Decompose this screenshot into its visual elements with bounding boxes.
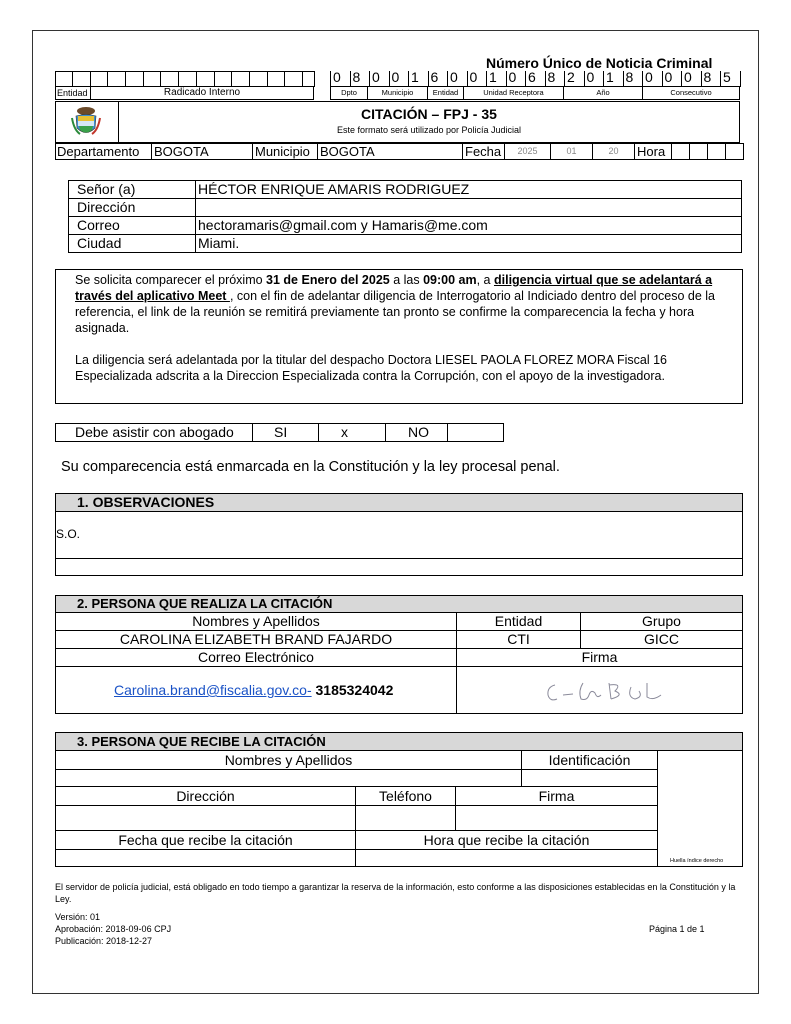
recibe-nombres-input[interactable] xyxy=(55,769,522,787)
hora-label: Hora xyxy=(634,143,672,160)
realiza-entidad-label: Entidad xyxy=(456,612,581,631)
noticia-digit: 0 xyxy=(584,71,605,87)
abogado-si-label: SI xyxy=(252,423,319,442)
footer-notice: El servidor de policía judicial, está obligado en todo tiempo a garantizar la reserva de la información, esto conforme a las disposiciones establecidas en la Constitución y la Ley. xyxy=(55,882,736,904)
recibe-identificacion-label: Identificación xyxy=(521,750,658,770)
recibe-firma-label: Firma xyxy=(455,786,658,806)
realiza-entidad-value: CTI xyxy=(456,630,581,649)
observaciones-empty-row xyxy=(55,558,743,576)
noticia-digit: 5 xyxy=(720,71,741,87)
radicado-box xyxy=(214,71,232,87)
realiza-telefono: 3185324042 xyxy=(315,682,394,698)
radicado-box xyxy=(284,71,303,87)
noticia-digit: 0 xyxy=(642,71,663,87)
realiza-firma-label: Firma xyxy=(456,648,743,667)
realiza-firma-cell xyxy=(456,666,743,714)
colombia-coat-of-arms-icon xyxy=(68,104,104,140)
form-subtitle: Este formato será utilizado por Policía Judicial xyxy=(336,125,522,135)
correo-value: hectoramaris@gmail.com y Hamaris@me.com xyxy=(195,216,742,235)
municipio-label: Municipio xyxy=(252,143,318,160)
radicado-box xyxy=(125,71,144,87)
senor-value: HÉCTOR ENRIQUE AMARIS RODRIGUEZ xyxy=(195,180,742,199)
noticia-digit: 8 xyxy=(545,71,566,87)
form-title: CITACIÓN – FPJ - 35 xyxy=(361,106,497,122)
recibe-direccion-label: Dirección xyxy=(55,786,356,806)
persona-recibe-header: 3. PERSONA QUE RECIBE LA CITACIÓN xyxy=(55,732,743,751)
noticia-digit: 6 xyxy=(428,71,449,87)
footer-version: Versión: 01 xyxy=(55,912,101,922)
realiza-contact xyxy=(114,682,393,698)
realiza-nombres-value: CAROLINA ELIZABETH BRAND FAJARDO xyxy=(55,630,457,649)
persona-realiza-header: 2. PERSONA QUE REALIZA LA CITACIÓN xyxy=(55,595,743,613)
recibe-nombres-label: Nombres y Apellidos xyxy=(55,750,522,770)
noticia-digit: 0 xyxy=(330,71,351,87)
radicado-box xyxy=(302,71,315,87)
label-anio: Año xyxy=(563,86,643,100)
noticia-digit: 0 xyxy=(662,71,683,87)
radicado-box xyxy=(249,71,268,87)
radicado-box xyxy=(143,71,161,87)
realiza-grupo-label: Grupo xyxy=(580,612,743,631)
citation-body xyxy=(55,269,743,404)
noticia-digit: 6 xyxy=(525,71,546,87)
departamento-value: BOGOTA xyxy=(151,143,253,160)
noticia-digit: 1 xyxy=(408,71,429,87)
radicado-box xyxy=(55,71,73,87)
hora-box xyxy=(671,143,690,160)
constitution-text: Su comparecencia está enmarcada en la Constitución y la ley procesal penal. xyxy=(61,459,560,475)
radicado-box xyxy=(196,71,215,87)
ciudad-value: Miami. xyxy=(195,234,742,253)
fecha-month: 01 xyxy=(550,143,593,160)
huella-label: Huella índice derecho xyxy=(670,858,724,864)
citation-paragraph-2: La diligencia será adelantada por la titular del despacho Doctora LIESEL PAOLA FLOREZ MORA Fiscal 16 Especializada adscrita a la Direccion Especializada contra la Corrupción, con el apoyo de la investigadora. xyxy=(75,353,667,383)
realiza-correo-label: Correo Electrónico xyxy=(55,648,457,667)
recibe-fecha-label: Fecha que recibe la citación xyxy=(55,830,356,850)
observaciones-text: S.O. xyxy=(55,511,743,559)
noticia-digit: 0 xyxy=(447,71,468,87)
radicado-box xyxy=(107,71,126,87)
footer-publicacion: Publicación: 2018-12-27 xyxy=(55,936,153,946)
fecha-year: 2025 xyxy=(504,143,551,160)
footer-aprobacion: Aprobación: 2018-09-06 CPJ xyxy=(55,924,172,934)
noticia-digit: 0 xyxy=(681,71,702,87)
hora-box xyxy=(689,143,708,160)
senor-label: Señor (a) xyxy=(68,180,196,199)
noticia-digit: 1 xyxy=(486,71,507,87)
realiza-email-link[interactable]: Carolina.brand@fiscalia.gov.co- xyxy=(114,682,312,698)
direccion-label: Dirección xyxy=(68,198,196,217)
label-entidad2: Entidad xyxy=(427,86,464,100)
hora-box xyxy=(707,143,726,160)
noticia-title: Número Único de Noticia Criminal xyxy=(486,55,713,71)
label-consecutivo: Consecutivo xyxy=(642,86,740,100)
noticia-digit: 8 xyxy=(701,71,722,87)
noticia-digit: 0 xyxy=(467,71,488,87)
label-unidad: Unidad Receptora xyxy=(463,86,564,100)
realiza-nombres-label: Nombres y Apellidos xyxy=(55,612,457,631)
label-radicado: Radicado Interno xyxy=(90,86,314,100)
noticia-digit: 0 xyxy=(369,71,390,87)
noticia-digit: 8 xyxy=(623,71,644,87)
radicado-box xyxy=(90,71,108,87)
radicado-box xyxy=(231,71,250,87)
correo-label: Correo xyxy=(68,216,196,235)
recibe-hora-label: Hora que recibe la citación xyxy=(355,830,658,850)
fecha-day: 20 xyxy=(592,143,635,160)
noticia-digit: 0 xyxy=(389,71,410,87)
radicado-box xyxy=(72,71,91,87)
hora-box xyxy=(725,143,744,160)
fecha-label: Fecha xyxy=(462,143,505,160)
recibe-identificacion-input[interactable] xyxy=(521,769,658,787)
recibe-fecha-input[interactable] xyxy=(55,849,356,867)
abogado-no-label: NO xyxy=(385,423,448,442)
abogado-no-checkbox[interactable] xyxy=(447,423,504,442)
label-dpto: Dpto xyxy=(330,86,368,100)
recibe-telefono-input[interactable] xyxy=(355,805,456,831)
ciudad-label: Ciudad xyxy=(68,234,196,253)
departamento-label: Departamento xyxy=(55,143,152,160)
realiza-grupo-value: GICC xyxy=(580,630,743,649)
abogado-label: Debe asistir con abogado xyxy=(55,423,253,442)
noticia-digit: 8 xyxy=(350,71,371,87)
recibe-hora-input[interactable] xyxy=(355,849,658,867)
radicado-box xyxy=(267,71,285,87)
radicado-box xyxy=(160,71,179,87)
signature-icon xyxy=(543,677,673,707)
abogado-si-checkbox[interactable]: x xyxy=(318,423,386,442)
recibe-firma-input[interactable] xyxy=(455,805,658,831)
form-title-cell xyxy=(118,101,740,143)
municipio-value: BOGOTA xyxy=(317,143,463,160)
direccion-value xyxy=(195,198,742,217)
noticia-digit: 1 xyxy=(603,71,624,87)
radicado-box xyxy=(178,71,197,87)
label-entidad: Entidad xyxy=(55,86,91,100)
citation-paragraph-1: Se solicita comparecer el próximo 31 de Enero del 2025 a las 09:00 am, a diligencia virtual que se adelantará a través del aplicativo Meet , con el fin de adelantar diligencia de Interrogatorio al Indiciado dentro del proceso de la referencia, el link de la reunión se remitirá previamente tan pronto se confirme la comparecencia la fecha y hora asignada. xyxy=(75,273,715,335)
observaciones-header: 1. OBSERVACIONES xyxy=(55,493,743,512)
noticia-digit: 0 xyxy=(506,71,527,87)
recibe-direccion-input[interactable] xyxy=(55,805,356,831)
footer-page-number: Página 1 de 1 xyxy=(649,924,705,934)
logo-cell xyxy=(55,101,119,143)
label-municipio: Municipio xyxy=(367,86,428,100)
recibe-telefono-label: Teléfono xyxy=(355,786,456,806)
huella-box xyxy=(657,750,743,867)
noticia-digit: 2 xyxy=(564,71,585,87)
realiza-correo-cell xyxy=(55,666,457,714)
